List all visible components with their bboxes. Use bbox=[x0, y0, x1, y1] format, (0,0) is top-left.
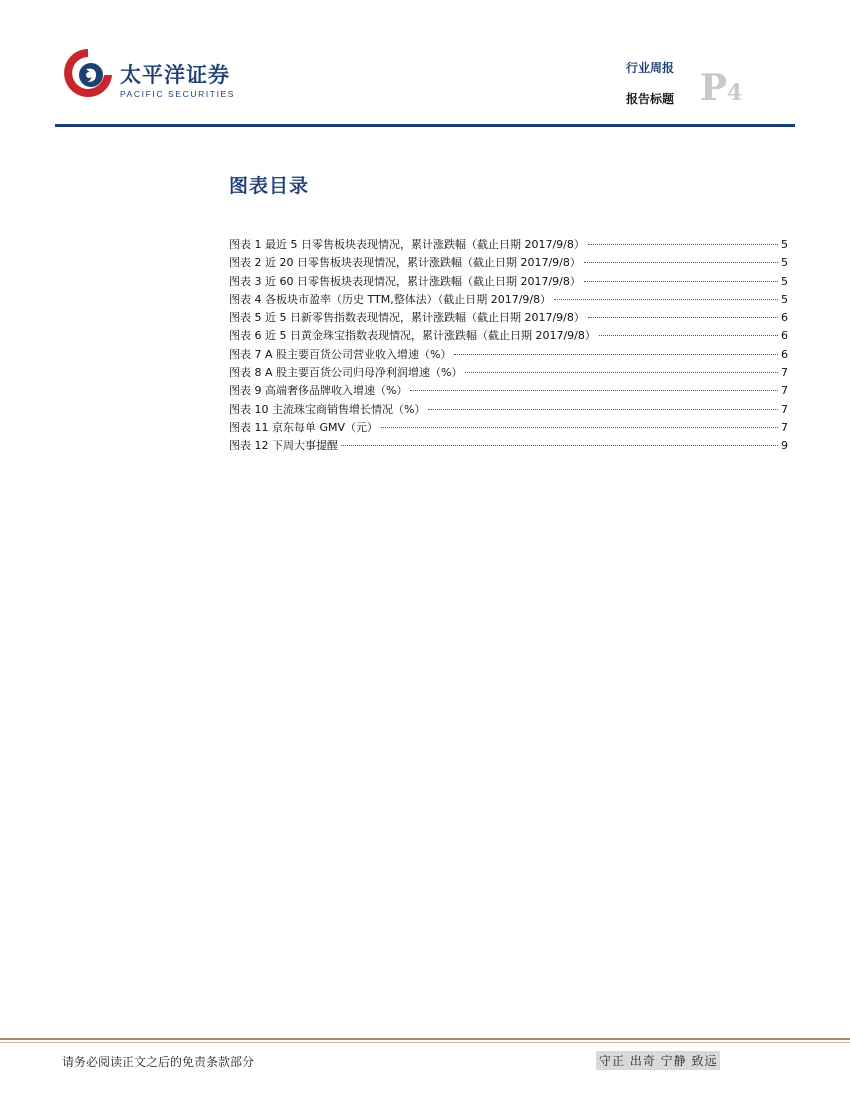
toc-dot-leader bbox=[381, 427, 778, 428]
toc-entry-page: 5 bbox=[781, 256, 788, 270]
toc-entry-page: 7 bbox=[781, 402, 788, 416]
page-number: 4 bbox=[727, 80, 743, 106]
toc-entry[interactable] bbox=[229, 309, 788, 327]
toc-entry[interactable] bbox=[229, 419, 788, 437]
toc-dot-leader bbox=[428, 409, 778, 410]
disclaimer-note: 请务必阅读正文之后的免责条款部分 bbox=[62, 1055, 255, 1069]
toc-entry[interactable] bbox=[229, 437, 788, 455]
company-logo-text bbox=[120, 64, 235, 99]
toc-dot-leader bbox=[599, 335, 778, 336]
toc-entry-page: 6 bbox=[781, 347, 788, 361]
header-divider bbox=[55, 124, 795, 127]
toc-entry-label: 图表 9 高端奢侈品牌收入增速（%） bbox=[229, 384, 408, 398]
toc-entry-label: 图表 11 京东每单 GMV（元） bbox=[229, 420, 379, 434]
toc-entry[interactable] bbox=[229, 327, 788, 345]
toc-dot-leader bbox=[454, 354, 778, 355]
toc-entry[interactable] bbox=[229, 236, 788, 254]
toc-entry-label: 图表 12 下周大事提醒 bbox=[229, 439, 338, 453]
toc-entry-page: 7 bbox=[781, 384, 788, 398]
toc-entry-label: 图表 4 各板块市盈率（历史 TTM,整体法）（截止日期 2017/9/8） bbox=[229, 292, 552, 306]
toc-entry-label: 图表 6 近 5 日黄金珠宝指数表现情况，累计涨跌幅（截止日期 2017/9/8） bbox=[229, 329, 596, 343]
toc-entry-label: 图表 2 近 20 日零售板块表现情况，累计涨跌幅（截止日期 2017/9/8） bbox=[229, 256, 581, 270]
toc-dot-leader bbox=[588, 244, 778, 245]
report-type: 行业周报 bbox=[626, 61, 675, 75]
toc-entry-label: 图表 8 A 股主要百货公司归母净利润增速（%） bbox=[229, 366, 463, 380]
pacific-securities-logo-icon bbox=[60, 45, 116, 101]
toc-entry[interactable] bbox=[229, 291, 788, 309]
toc-entry-page: 7 bbox=[781, 420, 788, 434]
toc-entry[interactable] bbox=[229, 254, 788, 272]
toc-dot-leader bbox=[410, 390, 778, 391]
toc-entry-label: 图表 10 主流珠宝商销售增长情况（%） bbox=[229, 402, 426, 416]
toc-entry-label: 图表 3 近 60 日零售板块表现情况，累计涨跌幅（截止日期 2017/9/8） bbox=[229, 274, 581, 288]
page-number-badge bbox=[700, 67, 743, 109]
toc-dot-leader bbox=[584, 281, 778, 282]
logo-chinese-name: 太平洋证券 bbox=[120, 63, 230, 87]
page-prefix: P bbox=[700, 67, 728, 109]
toc-entry-page: 6 bbox=[781, 329, 788, 343]
toc-dot-leader bbox=[341, 445, 778, 446]
toc-entry[interactable] bbox=[229, 346, 788, 364]
toc-heading: 图表目录 bbox=[229, 175, 310, 197]
toc-entry-label: 图表 7 A 股主要百货公司营业收入增速（%） bbox=[229, 347, 452, 361]
logo-english-name: PACIFIC SECURITIES bbox=[120, 89, 236, 99]
toc-entry-page: 5 bbox=[781, 238, 788, 251]
toc-entry-page: 9 bbox=[781, 439, 788, 453]
toc-entry-page: 6 bbox=[781, 311, 788, 325]
figure-toc-list bbox=[229, 236, 788, 456]
toc-dot-leader bbox=[465, 372, 778, 373]
toc-entry[interactable] bbox=[229, 401, 788, 419]
toc-entry[interactable] bbox=[229, 273, 788, 291]
toc-dot-leader bbox=[584, 262, 778, 263]
toc-dot-leader bbox=[554, 299, 778, 300]
toc-entry-page: 7 bbox=[781, 366, 788, 380]
toc-entry[interactable] bbox=[229, 364, 788, 382]
report-title: 报告标题 bbox=[626, 92, 675, 106]
toc-entry-label: 图表 5 近 5 日新零售指数表现情况，累计涨跌幅（截止日期 2017/9/8） bbox=[229, 311, 585, 325]
toc-entry-label: 图表 1 最近 5 日零售板块表现情况，累计涨跌幅（截止日期 2017/9/8） bbox=[229, 238, 585, 251]
toc-dot-leader bbox=[588, 317, 778, 318]
company-motto: 守正 出奇 宁静 致远 bbox=[596, 1051, 720, 1070]
footer-divider bbox=[0, 1038, 850, 1040]
footer-divider-thin bbox=[0, 1042, 850, 1043]
toc-entry[interactable] bbox=[229, 382, 788, 400]
toc-entry-page: 5 bbox=[781, 292, 788, 306]
toc-entry-page: 5 bbox=[781, 274, 788, 288]
